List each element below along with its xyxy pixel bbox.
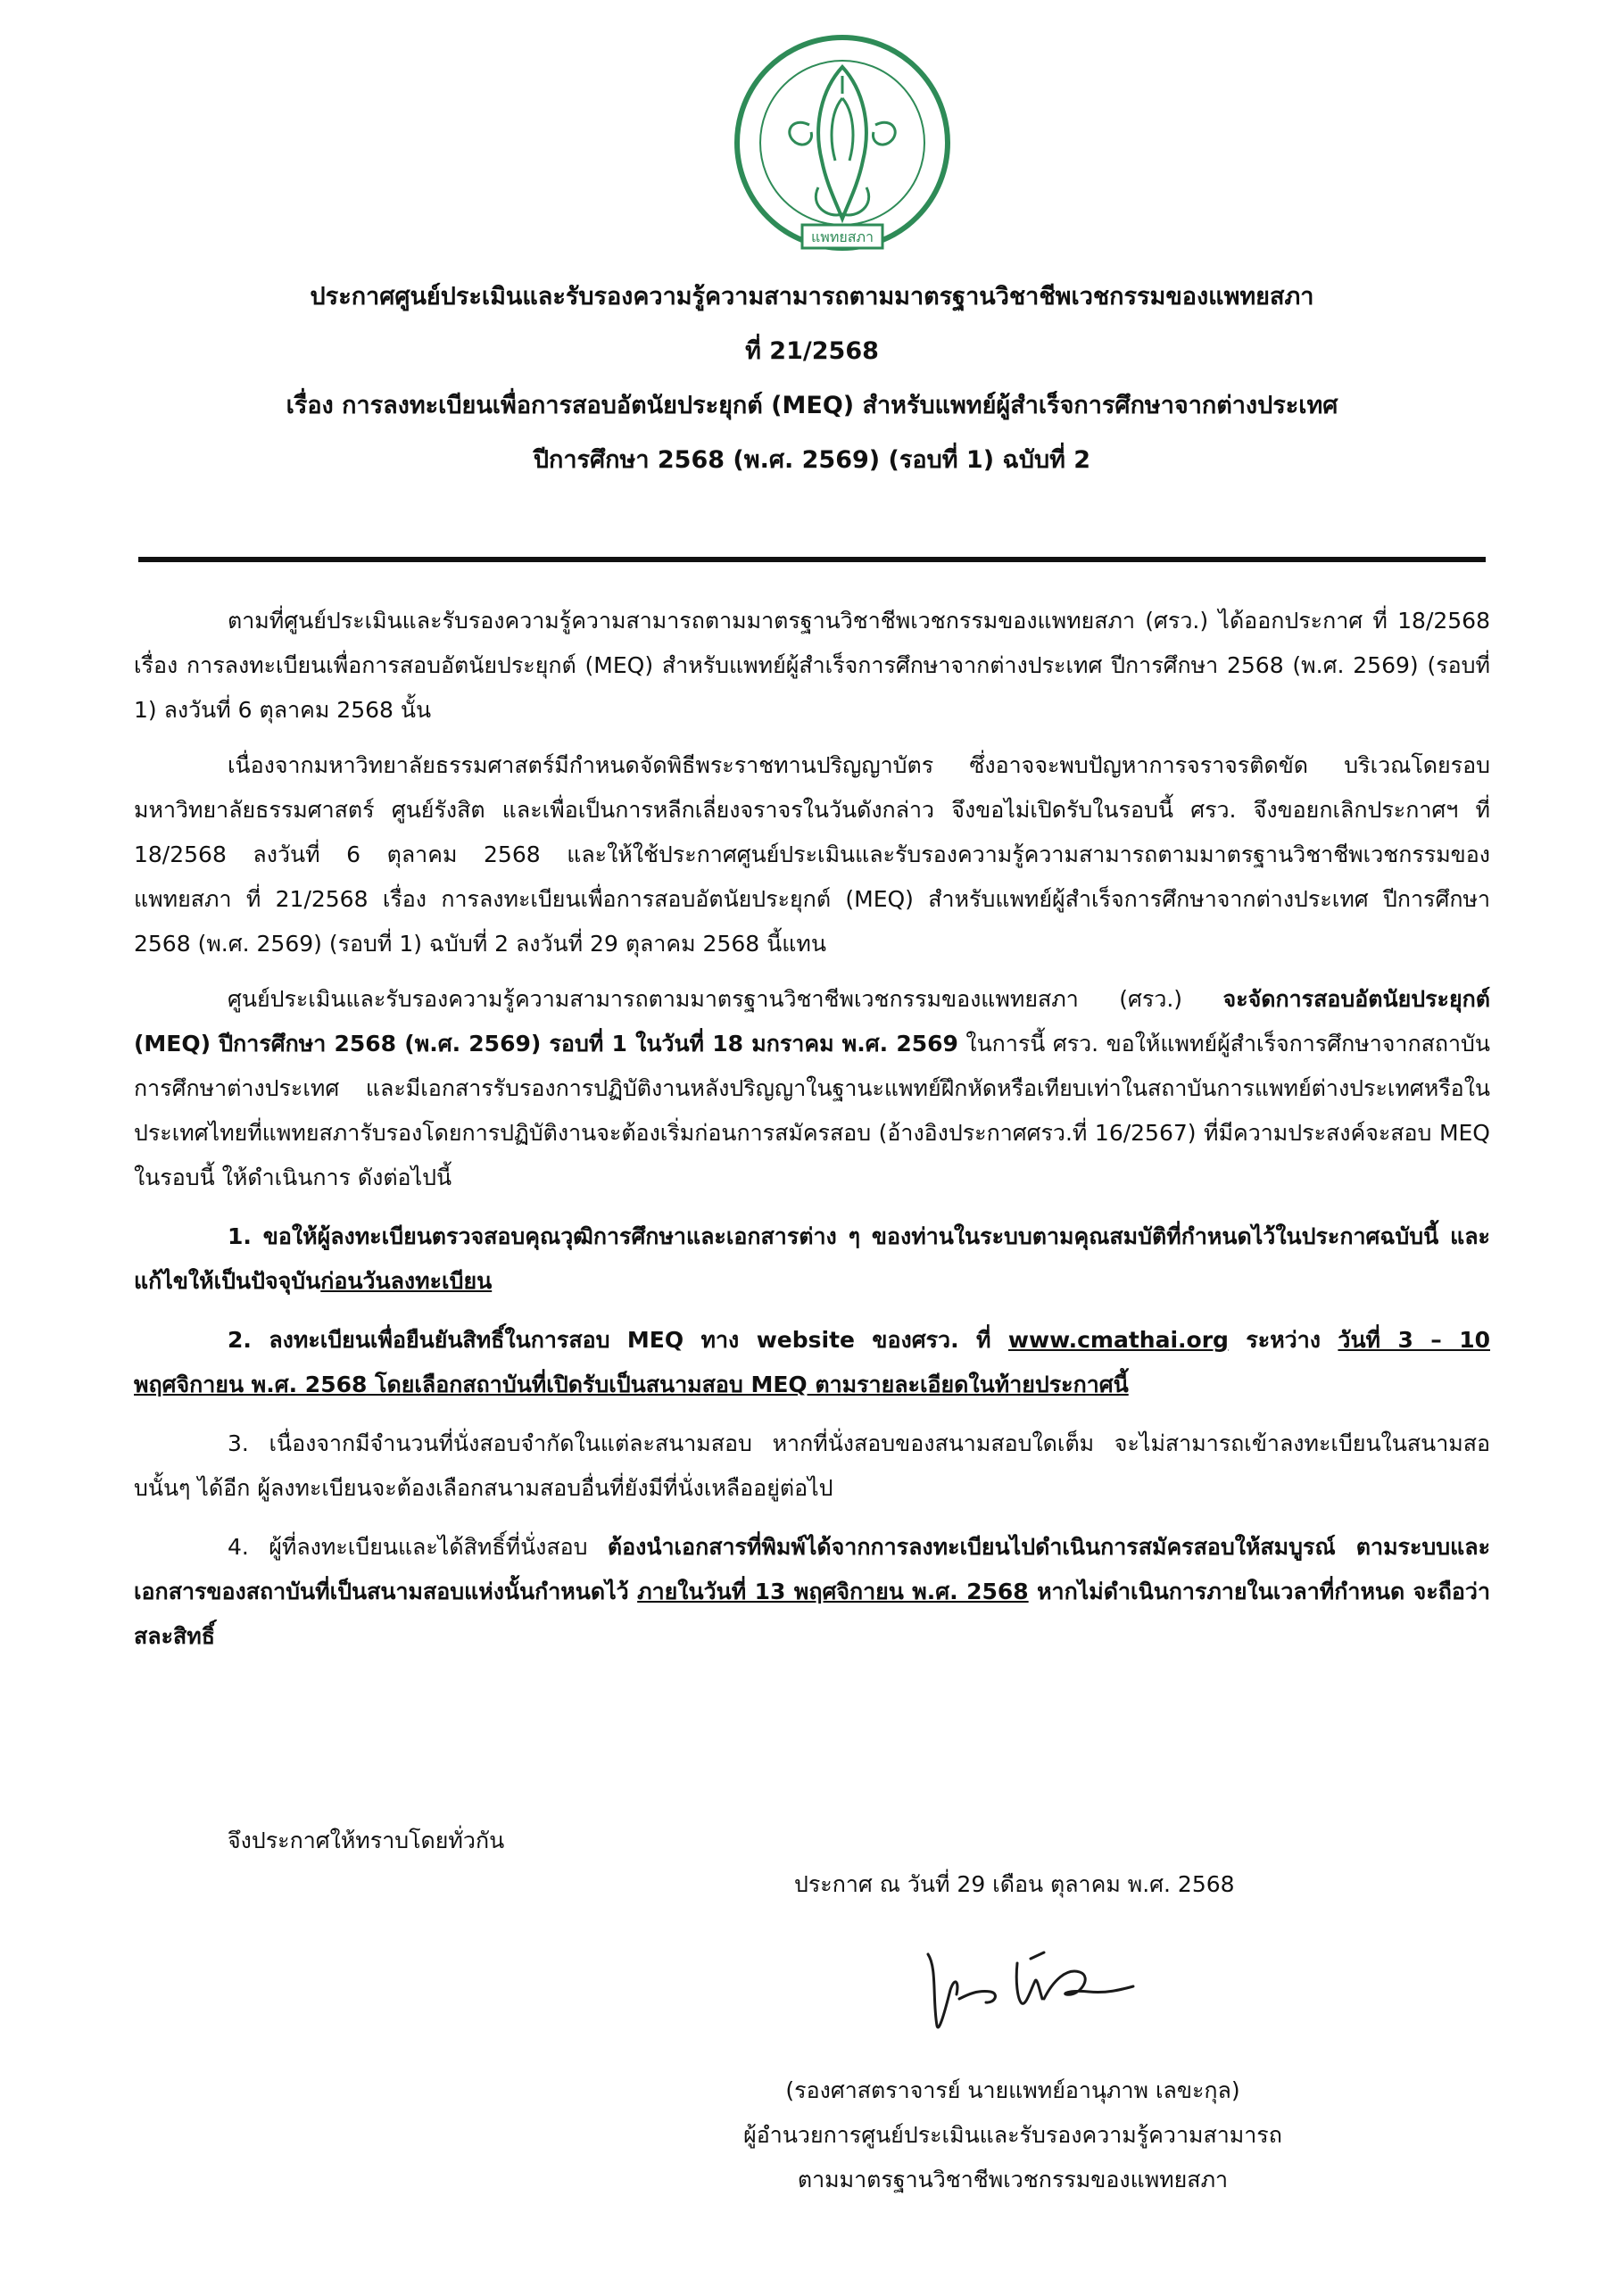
paragraph-3-rest: ในการนี้ ศรว. ขอให้แพทย์ผู้สำเร็จการศึกษาจากสถาบันการศึกษาต่างประเทศ และมีเอกสารรับรองการปฏิบัติงานหลังปริญญาในฐานะแพทย์ฝึกหัดหรือเทียบเท่าในสถาบันการแพทย์ต่างประเทศหรือในประเทศไทยที่แพทยสภารับรองโดยการปฏิบัติงานจะต้องเริ่มก่อนการสมัครสอบ (อ้างอิงประกาศศรว.ที่ 16/2567) ที่มีความประสงค์จะสอบ MEQ ในรอบนี้ ให้ดำเนินการ ดังต่อไปนี้	[134, 1031, 1490, 1190]
announcement-date: ประกาศ ณ วันที่ 29 เดือน ตุลาคม พ.ศ. 2568	[794, 1871, 1235, 1897]
item-4-requirement: ต้องนำเอกสารที่พิมพ์ได้จากการลงทะเบียนไปดำเนินการสมัครสอบให้สมบูรณ์ ตามระบบและเอกสารของสถาบันที่เป็นสนามสอบแห่งนั้นกำหนดไว้	[134, 1534, 1491, 1604]
exam-date-highlight: จะจัดการสอบอัตนัยประยุกต์ (MEQ) ปีการศึกษา 2568 (พ.ศ. 2569) รอบที่ 1 ในวันที่ 18 มกราคม พ.ศ. 2569	[134, 986, 1490, 1057]
signer-title-1: ผู้อำนวยการศูนย์ประเมินและรับรองความรู้ความสามารถ	[743, 2122, 1282, 2148]
item-1-deadline: ก่อนวันลงทะเบียน	[320, 1268, 493, 1294]
item-2-text: ลงทะเบียนเพื่อยืนยันสิทธิ์ในการสอบ MEQ ทาง website ของศรว. ที่	[269, 1327, 1008, 1353]
signer-block	[705, 2068, 1321, 2202]
item-4-intro: 4. ผู้ที่ลงทะเบียนและได้สิทธิ์ที่นั่งสอบ	[228, 1534, 608, 1560]
item-4-forfeit: หากไม่ดำเนินการภายในเวลาที่กำหนด จะถือว่าสละสิทธิ์	[134, 1579, 1490, 1649]
item-3: 3. เนื่องจากมีจำนวนที่นั่งสอบจำกัดในแต่ละสนามสอบ หากที่นั่งสอบของสนามสอบใดเต็ม จะไม่สามารถเข้าลงทะเบียนในสนามสอบนั้นๆ ได้อีก ผู้ลงทะเบียนจะต้องเลือกสนามสอบอื่นที่ยังมีที่นั่งเหลืออยู่ต่อไป	[134, 1430, 1490, 1501]
announcement-body	[134, 599, 1490, 1670]
paragraph-3	[134, 977, 1490, 1200]
seal-banner-text: แพทยสภา	[810, 228, 874, 245]
item-1	[134, 1214, 1490, 1304]
item-1-text: ขอให้ผู้ลงทะเบียนตรวจสอบคุณวุฒิการศึกษาและเอกสารต่าง ๆ ของท่านในระบบตามคุณสมบัติที่กำหนดไว้ในประกาศฉบับนี้ และแก้ไขให้เป็นปัจจุบัน	[134, 1223, 1490, 1294]
header-number: ที่ 21/2568	[745, 337, 879, 365]
item-2-registration-period: วันที่ 3 – 10 พฤศจิกายน พ.ศ. 2568 โดยเลือกสถาบันที่เปิดรับเป็นสนามสอบ MEQ ตามรายละเอียดในท้ายประกาศนี้	[134, 1327, 1490, 1397]
item-1-number: 1.	[228, 1223, 263, 1249]
signer-name: (รองศาสตราจารย์ นายแพทย์อานุภาพ เลขะกุล)	[785, 2077, 1240, 2103]
item-2-number: 2.	[228, 1327, 269, 1353]
closing-announce: จึงประกาศให้ทราบโดยทั่วกัน	[228, 1828, 505, 1853]
item-2	[134, 1318, 1490, 1407]
header-divider	[138, 557, 1486, 562]
handwritten-signature-icon	[910, 1927, 1160, 2052]
paragraph-1: ตามที่ศูนย์ประเมินและรับรองความรู้ความสามารถตามมาตรฐานวิชาชีพเวชกรรมของแพทยสภา (ศรว.) ได้ออกประกาศ ที่ 18/2568 เรื่อง การลงทะเบียนเพื่อการสอบอัตนัยประยุกต์ (MEQ) สำหรับแพทย์ผู้สำเร็จการศึกษาจากต่างประเทศ ปีการศึกษา 2568 (พ.ศ. 2569) (รอบที่ 1) ลงวันที่ 6 ตุลาคม 2568 นั้น	[134, 608, 1490, 723]
item-4	[134, 1525, 1490, 1659]
paragraph-2: เนื่องจากมหาวิทยาลัยธรรมศาสตร์มีกำหนดจัดพิธีพระราชทานปริญญาบัตร ซึ่งอาจจะพบปัญหาการจราจรติดขัด บริเวณโดยรอบมหาวิทยาลัยธรรมศาสตร์ ศูนย์รังสิต และเพื่อเป็นการหลีกเลี่ยงจราจรในวันดังกล่าว จึงขอไม่เปิดรับในรอบนี้ ศรว. จึงขอยกเลิกประกาศฯ ที่ 18/2568 ลงวันที่ 6 ตุลาคม 2568 และให้ใช้ประกาศศูนย์ประเมินและรับรองความรู้ความสามารถตามมาตรฐานวิชาชีพเวชกรรมของแพทยสภา ที่ 21/2568 เรื่อง การลงทะเบียนเพื่อการสอบอัตนัยประยุกต์ (MEQ) สำหรับแพทย์ผู้สำเร็จการศึกษาจากต่างประเทศ ปีการศึกษา 2568 (พ.ศ. 2569) (รอบที่ 1) ฉบับที่ 2 ลงวันที่ 29 ตุลาคม 2568 นี้แทน	[134, 752, 1490, 957]
signer-title-2: ตามมาตรฐานวิชาชีพเวชกรรมของแพทยสภา	[797, 2167, 1229, 2192]
item-2-between: ระหว่าง	[1228, 1327, 1338, 1353]
cmathai-website-link[interactable]: www.cmathai.org	[1007, 1327, 1229, 1353]
announcement-header	[134, 284, 1490, 474]
paragraph-3-intro: ศูนย์ประเมินและรับรองความรู้ความสามารถตามมาตรฐานวิชาชีพเวชกรรมของแพทยสภา (ศรว.)	[228, 986, 1223, 1012]
header-year: ปีการศึกษา 2568 (พ.ศ. 2569) (รอบที่ 1) ฉบับที่ 2	[533, 446, 1091, 474]
header-title: ประกาศศูนย์ประเมินและรับรองความรู้ความสามารถตามมาตรฐานวิชาชีพเวชกรรมของแพทยสภา	[310, 283, 1314, 311]
medical-council-seal-icon	[729, 27, 957, 277]
item-4-deadline: ภายในวันที่ 13 พฤศจิกายน พ.ศ. 2568	[637, 1579, 1029, 1604]
header-subject: เรื่อง การลงทะเบียนเพื่อการสอบอัตนัยประยุกต์ (MEQ) สำหรับแพทย์ผู้สำเร็จการศึกษาจากต่างประเทศ	[286, 392, 1338, 419]
